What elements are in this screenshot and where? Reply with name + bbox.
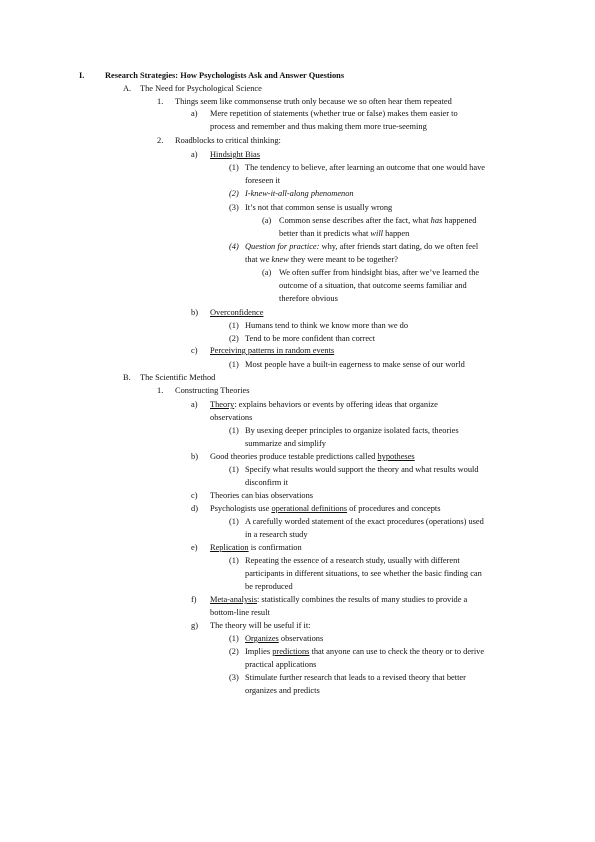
- item-text: Repeating the essence of a research study, usually with different: [245, 556, 460, 565]
- item-marker: (2): [229, 647, 239, 656]
- item-marker: 2.: [157, 136, 164, 145]
- outline-item-B1d1-cont: in a research study: [245, 530, 308, 539]
- outline-item-B1g2-cont: practical applications: [245, 660, 317, 669]
- outline-item-A2a4-cont: [245, 255, 398, 265]
- item-text: Specify what results would support the theory and what results would: [245, 465, 479, 474]
- roman-numeral: I.: [79, 71, 85, 80]
- term-meta-analysis: Meta-analysis: [210, 595, 257, 604]
- item-marker: (a): [262, 216, 272, 225]
- item-text: Constructing Theories: [175, 386, 250, 395]
- item-marker: c): [191, 491, 198, 500]
- item-marker: (1): [229, 517, 239, 526]
- emphasis-text: will: [370, 229, 383, 238]
- outline-item-A2a4a-cont: outcome of a situation, that outcome seems familiar and: [279, 281, 467, 290]
- practice-label: Question for practice:: [245, 242, 320, 251]
- item-text: better than it predicts what: [279, 229, 371, 238]
- item-text: Good theories produce testable predictions called: [210, 452, 378, 461]
- item-marker: (1): [229, 163, 239, 172]
- emphasis-text: has: [430, 216, 443, 225]
- item-text: Psychologists use: [210, 504, 272, 513]
- term-predictions: predictions: [272, 647, 310, 656]
- outline-item-B1f-cont: bottom-line result: [210, 608, 270, 617]
- item-marker: (1): [229, 426, 239, 435]
- term-overconfidence: Overconfidence: [210, 308, 264, 317]
- item-text: A carefully worded statement of the exact procedures (operations) used: [245, 517, 484, 526]
- outline-item-A1a-cont: process and remember and thus making them more true-seeming: [210, 122, 427, 131]
- item-text: is confirmation: [248, 543, 302, 552]
- term-perceiving-patterns: Perceiving patterns in random events: [210, 346, 335, 355]
- term-theory: Theory: [210, 400, 235, 409]
- item-text: The theory will be useful if it:: [210, 621, 311, 630]
- item-marker: (2): [229, 334, 239, 343]
- item-marker: a): [191, 109, 198, 118]
- item-marker: (1): [229, 321, 239, 330]
- item-text: of procedures and concepts: [347, 504, 441, 513]
- item-marker: d): [191, 504, 198, 513]
- item-marker: b): [191, 308, 198, 317]
- item-text: Common sense describes after the fact, what: [279, 216, 431, 225]
- item-text: The Need for Psychological Science: [140, 84, 262, 93]
- outline-item-B1a-cont: observations: [210, 413, 253, 422]
- item-text: Stimulate further research that leads to a revised theory that better: [245, 673, 466, 682]
- item-text: Mere repetition of statements (whether true or false) makes them easier to: [210, 109, 458, 118]
- item-text: they were meant to be together?: [288, 255, 399, 264]
- outline-item-B1g3-cont: organizes and predicts: [245, 686, 320, 695]
- item-marker: g): [191, 621, 198, 630]
- item-marker: a): [191, 150, 198, 159]
- item-marker: e): [191, 543, 198, 552]
- item-marker: (4): [229, 242, 239, 251]
- item-text: I-knew-it-all-along phenomenon: [245, 189, 354, 198]
- item-marker: (a): [262, 268, 272, 277]
- emphasis-text: knew: [271, 255, 289, 264]
- item-text: By usexing deeper principles to organize isolated facts, theories: [245, 426, 459, 435]
- item-text: Tend to be more confident than correct: [245, 334, 376, 343]
- item-text: Humans tend to think we know more than we do: [245, 321, 409, 330]
- item-text: The Scientific Method: [140, 373, 216, 382]
- outline-item-A2a4a-cont: therefore obvious: [279, 294, 338, 303]
- item-text: The tendency to believe, after learning an outcome that one would have: [245, 163, 485, 172]
- item-marker: b): [191, 452, 198, 461]
- outline-item-B1a1-cont: summarize and simplify: [245, 439, 326, 448]
- outline-item-B1e1-cont: participants in different situations, to see whether the basic finding can: [245, 569, 482, 578]
- outline-item-A2a1-cont: foreseen it: [245, 176, 281, 185]
- outline-item-A2a3a-cont: [279, 229, 409, 239]
- item-text: Theories can bias observations: [210, 491, 314, 500]
- item-marker: 1.: [157, 97, 164, 106]
- item-marker: (3): [229, 203, 239, 212]
- item-marker: (1): [229, 634, 239, 643]
- term-replication: Replication: [210, 543, 249, 552]
- term-organizes: Organizes: [245, 634, 279, 643]
- item-text: that anyone can use to check the theory or to derive: [309, 647, 485, 656]
- item-text: happened: [442, 216, 477, 225]
- item-text: Things seem like commonsense truth only because we so often hear them repeated: [175, 97, 452, 106]
- item-text: why, after friends start dating, do we often feel: [319, 242, 479, 251]
- item-marker: 1.: [157, 386, 164, 395]
- item-text: Most people have a built-in eagerness to make sense of our world: [245, 360, 465, 369]
- item-text: : explains behaviors or events by offering ideas that organize: [234, 400, 438, 409]
- item-marker: a): [191, 400, 198, 409]
- item-text: happen: [382, 229, 410, 238]
- item-marker: f): [191, 595, 197, 604]
- item-text: Roadblocks to critical thinking:: [175, 136, 281, 145]
- section-title: Research Strategies: How Psychologists Ask and Answer Questions: [105, 71, 345, 80]
- item-marker: (1): [229, 360, 239, 369]
- item-marker: (1): [229, 465, 239, 474]
- item-text: Implies: [245, 647, 273, 656]
- term-hindsight-bias: Hindsight Bias: [210, 150, 261, 159]
- term-hypotheses: hypotheses: [377, 452, 415, 461]
- item-text: It’s not that common sense is usually wrong: [245, 203, 393, 212]
- item-marker: B.: [123, 373, 131, 382]
- item-marker: c): [191, 346, 198, 355]
- outline-item-B1b1-cont: disconfirm it: [245, 478, 289, 487]
- item-marker: (3): [229, 673, 239, 682]
- term-operational-definitions: operational definitions: [271, 504, 348, 513]
- item-text: observations: [278, 634, 324, 643]
- outline-item-B1e1-cont: be reproduced: [245, 582, 293, 591]
- item-text: : statistically combines the results of many studies to provide a: [256, 595, 468, 604]
- item-text: We often suffer from hindsight bias, after we’ve learned the: [279, 268, 480, 277]
- item-marker: (2): [229, 189, 239, 198]
- item-text: that we: [245, 255, 272, 264]
- item-marker: (1): [229, 556, 239, 565]
- item-marker: A.: [123, 84, 132, 93]
